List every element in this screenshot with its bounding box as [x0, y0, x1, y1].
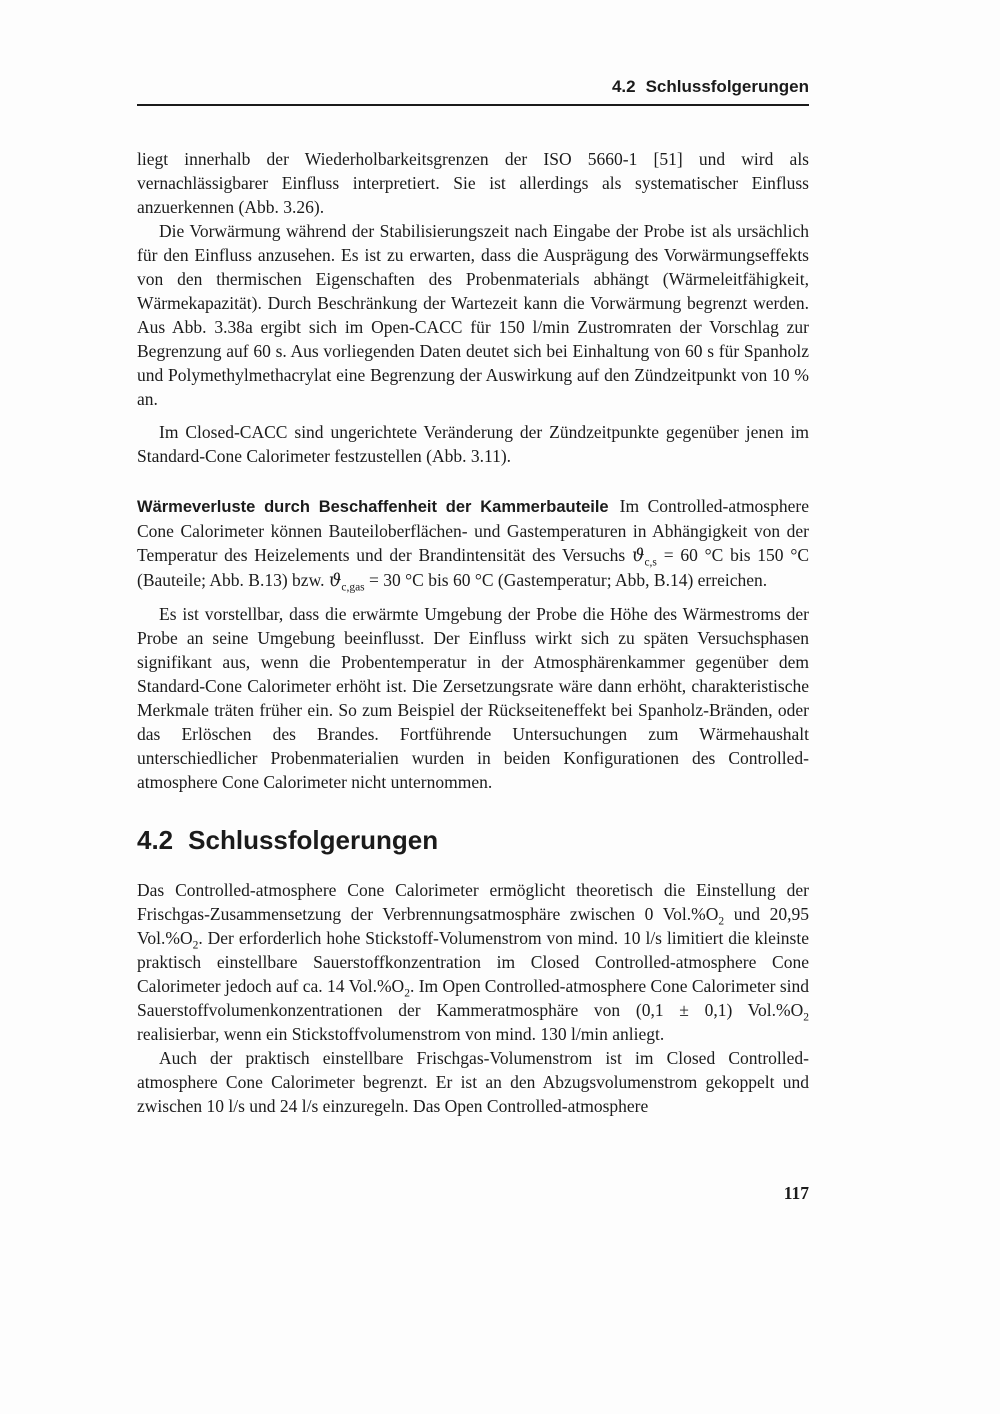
running-header: [137, 77, 809, 106]
paragraph: [137, 1046, 809, 1118]
page-content: [137, 0, 809, 1118]
text-segment: c,s: [644, 556, 657, 569]
text-segment: c,gas: [341, 581, 365, 594]
page-number: 117: [783, 1183, 809, 1203]
section-heading-title: Schlussfolgerungen: [188, 825, 439, 855]
section-heading-number: 4.2: [137, 825, 174, 855]
text-segment: = 30 °C bis 60 °C (Gastemperatur; Abb, B.14) erreichen.: [364, 570, 768, 590]
text-segment: Das Controlled-atmosphere Cone Calorimeter ermöglicht theoretisch die Einstellung der Frischgas-Zusammensetzung der Verbrennungsatmosphäre zwischen 0 Vol.%O: [137, 880, 809, 924]
paragraph: [137, 147, 809, 219]
text-segment: Auch der praktisch einstellbare Frischgas-Volumenstrom ist im Closed Controlled-atmosphere Cone Calorimeter begrenzt. Er ist an den Abzugsvolumenstrom gekoppelt und zwischen 10 l/s und 24 l/s einzuregeln. Das Open Controlled-atmosphere: [137, 1048, 809, 1116]
paragraph: [137, 602, 809, 794]
run-in-heading: Wärmeverluste durch Beschaffenheit der Kammerbauteile: [137, 498, 609, 516]
paragraph: [137, 219, 809, 411]
text-segment: 2: [404, 987, 410, 1000]
running-header-section-number: 4.2: [611, 77, 636, 96]
paragraph: [137, 878, 809, 1046]
text-segment: Im Closed-CACC sind ungerichtete Veränderung der Zündzeitpunkte gegenüber jenen im Standard-Cone Calorimeter festzustellen (Abb. 3.11).: [137, 422, 809, 466]
section-heading: [137, 825, 809, 855]
paragraph: [137, 420, 809, 468]
text-segment: 2: [192, 939, 199, 952]
text-segment: 2: [718, 915, 725, 928]
body-paragraphs: [137, 147, 809, 1118]
text-segment: Die Vorwärmung während der Stabilisierungszeit nach Eingabe der Probe ist als ursächlich für den Einfluss anzusehen. Es ist zu erwarten, dass die Ausprägung des Vorwärmungseffekts von den thermischen Eigenschaften des Probenmaterials abhängt (Wärmeleitfähigkeit, Wärmekapazität). Durch Beschränkung der Wartezeit kann die Vorwärmung begrenzt werden. Aus Abb. 3.38a ergibt sich im Open-CACC für 150 l/min Zustromraten der Vorschlag zur Begrenzung auf 60 s. Aus vorliegenden Daten deutet sich bei Einhaltung von 60 s für Spanholz und Polymethylmethacrylat eine Begrenzung der Auswirkung auf den Zündzeitpunkt von 10 % an.: [137, 221, 809, 409]
text-segment: . Im Open Controlled-atmosphere Cone Calorimeter sind Sauerstoffvolumenkonzentrationen der Kammeratmosphäre von (0,1 ± 0,1) Vol.%O: [137, 976, 810, 1020]
text-segment: = 60 °C bis 150 °C (Bauteile; Abb. B.13) bzw.: [137, 545, 809, 590]
text-segment: und 20,95 Vol.%O: [137, 904, 809, 948]
text-segment: ϑ: [631, 546, 645, 566]
running-header-section-title: Schlussfolgerungen: [645, 77, 809, 96]
text-segment: . Der erforderlich hohe Stickstoff-Volumenstrom von mind. 10 l/s limitiert die kleinste praktisch einstellbare Sauerstoffkonzentration im Closed Controlled-atmosphere Cone Calorimeter jedoch auf ca. 14 Vol.%O: [137, 928, 809, 996]
text-segment: realisierbar, wenn ein Stickstoffvolumenstrom von mind. 130 l/min anliegt.: [137, 1024, 665, 1044]
paragraph: [137, 494, 809, 593]
text-segment: Es ist vorstellbar, dass die erwärmte Umgebung der Probe die Höhe des Wärmestroms der Probe an seine Umgebung beeinflusst. Der Einfluss wirkt sich zu späten Versuchsphasen signifikant aus, wenn die Probentemperatur in der Atmosphärenkammer gegenüber dem Standard-Cone Calorimeter erhöht ist. Die Zersetzungsrate wäre dann erhöht, charakteristische Merkmale träten früher ein. So zum Beispiel der Rückseiteneffekt bei Spanholz-Bränden, oder das Erlöschen des Brandes. Fortführende Untersuchungen zum Wärmehaushalt unterschiedlicher Probenmaterialien wurden in beiden Konfigurationen des Controlled-atmosphere Cone Calorimeter nicht unternommen.: [137, 604, 809, 792]
text-segment: liegt innerhalb der Wiederholbarkeitsgrenzen der ISO 5660-1 [51] und wird als vernachlässigbarer Einfluss interpretiert. Sie ist allerdings als systematischer Einfluss anzuerkennen (Abb. 3.26).: [137, 149, 809, 217]
text-segment: 2: [803, 1011, 809, 1024]
text-segment: ϑ: [328, 571, 342, 591]
text-segment: Im Controlled-atmosphere Cone Calorimeter können Bauteiloberflächen- und Gastemperaturen in Abhängigkeit von der Temperatur des Heizelements und der Brandintensität des Versuchs: [137, 496, 809, 565]
